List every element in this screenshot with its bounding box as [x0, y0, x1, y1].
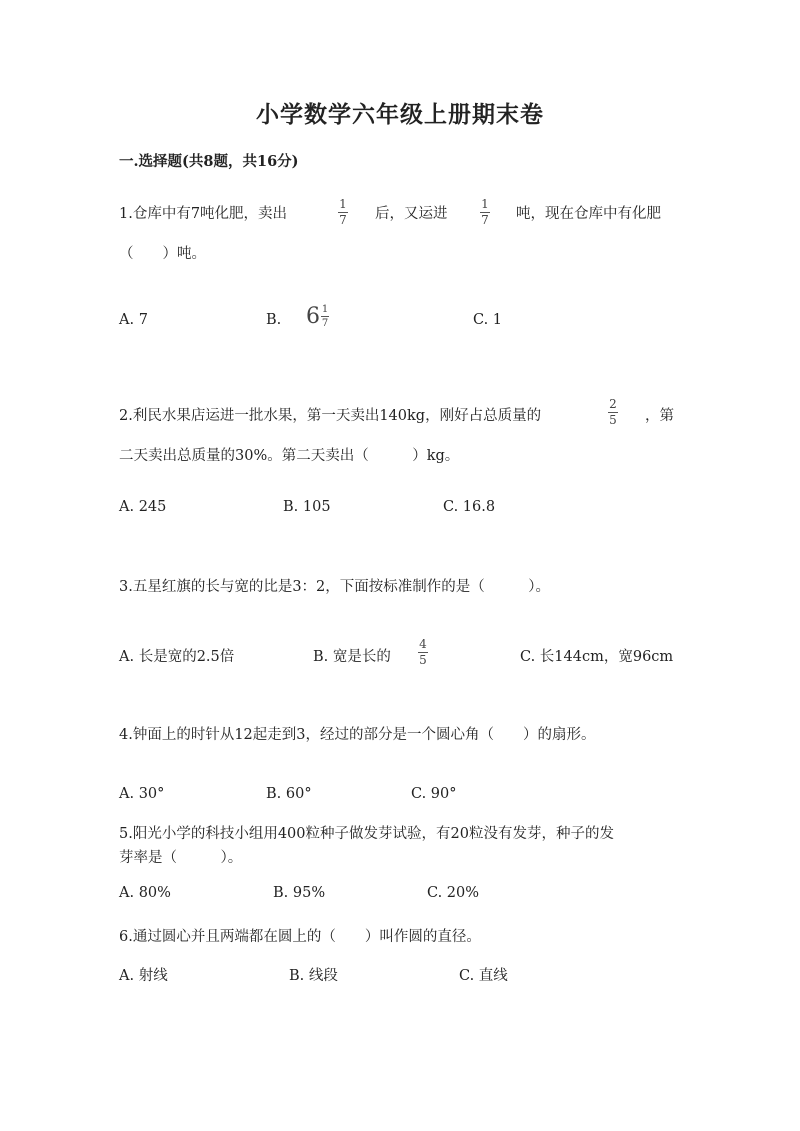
page-title: 小学数学六年级上册期末卷 [256, 101, 544, 128]
q3-option-b-label[interactable]: B. 宽是长的 [313, 649, 391, 665]
q5-option-a[interactable]: A. 80% [119, 885, 171, 901]
q1-text-part3: 吨，现在仓库中有化肥 [516, 206, 661, 222]
q1-text-line2: （ ）吨。 [119, 246, 206, 262]
q5-text-line2: 芽率是（ ）。 [119, 850, 243, 866]
q1-option-a[interactable]: A. 7 [119, 312, 148, 328]
q6-option-c[interactable]: C. 直线 [459, 968, 508, 984]
q4-option-b[interactable]: B. 60° [266, 786, 312, 802]
q2-fraction-denominator: 5 [609, 413, 617, 427]
q1-fraction-1-denominator: 7 [339, 213, 347, 227]
q1-text-part1: 1.仓库中有7吨化肥，卖出 [119, 206, 288, 222]
q6-option-a[interactable]: A. 射线 [119, 968, 168, 984]
q5-text-line1: 5.阳光小学的科技小组用400粒种子做发芽试验，有20粒没有发芽，种子的发 [119, 826, 614, 842]
q3-option-a[interactable]: A. 长是宽的2.5倍 [119, 649, 235, 665]
q1-option-b-numerator: 1 [321, 304, 329, 315]
q3-text: 3.五星红旗的长与宽的比是3：2，下面按标准制作的是（ ）。 [119, 579, 551, 595]
q1-option-b-whole: 6 [306, 304, 320, 329]
q5-option-c[interactable]: C. 20% [427, 885, 480, 901]
q2-text-line2: 二天卖出总质量的30%。第二天卖出（ ）kg。 [119, 448, 460, 464]
q1-option-b-mixed-number [306, 304, 329, 329]
q2-fraction-numerator: 2 [609, 397, 617, 411]
q2-text-part2: ，第 [645, 408, 674, 424]
q1-fraction-2-denominator: 7 [481, 213, 489, 227]
q6-option-b[interactable]: B. 线段 [289, 968, 338, 984]
q3-option-b-fraction [418, 638, 428, 667]
q6-text: 6.通过圆心并且两端都在圆上的（ ）叫作圆的直径。 [119, 929, 481, 945]
q2-option-c[interactable]: C. 16.8 [443, 499, 496, 515]
q1-fraction-1 [338, 198, 348, 227]
q1-fraction-1-numerator: 1 [339, 197, 347, 211]
q1-fraction-2 [480, 198, 490, 227]
q4-option-c[interactable]: C. 90° [411, 786, 457, 802]
q1-fraction-2-numerator: 1 [481, 197, 489, 211]
q4-text: 4.钟面上的时针从12起走到3，经过的部分是一个圆心角（ ）的扇形。 [119, 727, 596, 743]
q1-option-c[interactable]: C. 1 [473, 312, 503, 328]
q2-fraction [608, 398, 618, 427]
q2-option-b[interactable]: B. 105 [283, 499, 331, 515]
q1-option-b-label[interactable]: B. [266, 312, 282, 328]
q4-option-a[interactable]: A. 30° [119, 786, 165, 802]
q3-option-c[interactable]: C. 长144cm，宽96cm [520, 649, 674, 665]
q5-option-b[interactable]: B. 95% [273, 885, 326, 901]
q1-option-b-fraction [321, 304, 329, 329]
q3-option-b-denominator: 5 [419, 653, 427, 667]
q2-text-part1: 2.利民水果店运进一批水果，第一天卖出140kg，刚好占总质量的 [119, 408, 542, 424]
section-heading: 一.选择题(共8题，共16分) [119, 153, 299, 170]
q1-option-b-denominator: 7 [321, 318, 329, 329]
fraction-bar [321, 316, 329, 317]
q2-option-a[interactable]: A. 245 [119, 499, 167, 515]
q1-text-part2: 后，又运进 [375, 206, 448, 222]
q3-option-b-numerator: 4 [419, 637, 427, 651]
